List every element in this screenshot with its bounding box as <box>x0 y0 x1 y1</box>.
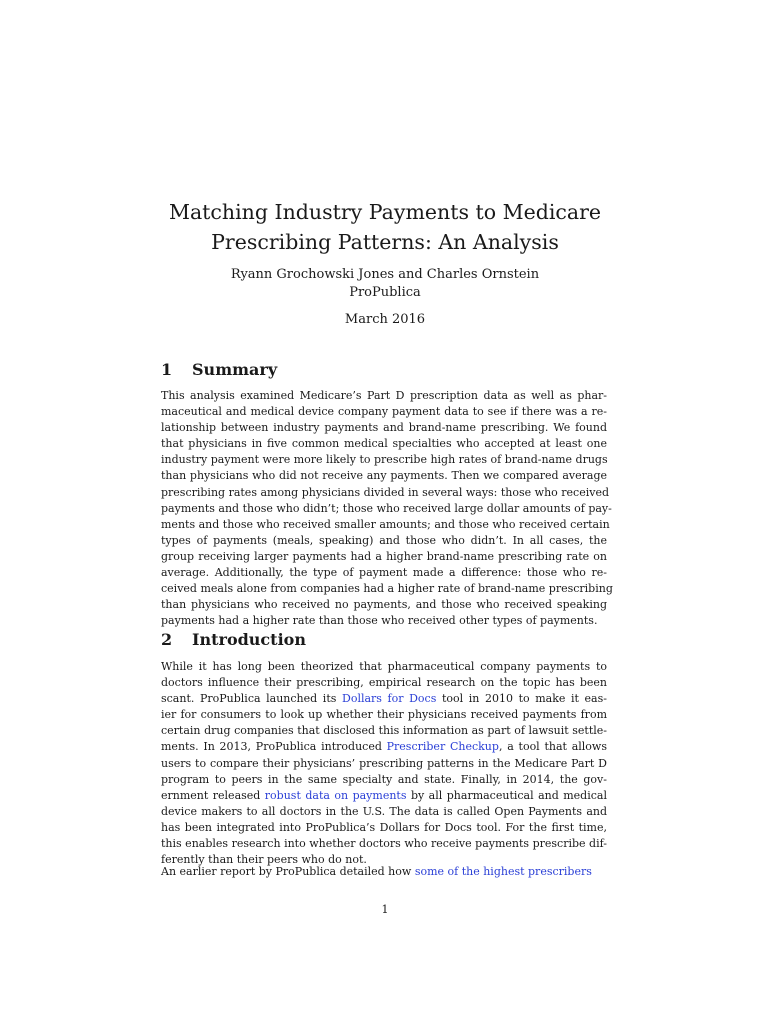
text-line: payments and those who didn’t; those who received large dollar amounts of pay- <box>161 501 612 515</box>
section-title: Summary <box>192 360 278 379</box>
text-line: industry payment were more likely to prescribe high rates of brand-name drugs <box>161 453 608 467</box>
section-number: 1 <box>161 360 173 379</box>
text-segment: , a tool that allows <box>498 740 607 754</box>
text-segment: An earlier report by ProPublica detailed how <box>161 865 415 878</box>
text-line: group receiving larger payments had a higher brand-name prescribing rate on <box>161 549 607 563</box>
text-line <box>161 691 607 707</box>
paper-title <box>0 197 770 257</box>
text-line <box>161 864 607 880</box>
text-line: lationship between industry payments and brand-name prescribing. We found <box>161 421 607 435</box>
robust-data-link[interactable]: robust data on payments <box>264 788 407 802</box>
author-names: Ryann Grochowski Jones and Charles Ornstein <box>230 267 540 282</box>
text-line: average. Additionally, the type of payment made a difference: those who re- <box>161 566 607 580</box>
text-line: certain drug companies that disclosed this information as part of lawsuit settle- <box>161 724 607 738</box>
text-line: that physicians in five common medical specialties who accepted at least one <box>161 437 607 451</box>
highest-prescribers-link[interactable]: some of the highest prescribers <box>414 865 592 878</box>
text-line: prescribing rates among physicians divided in several ways: those who received <box>161 485 610 499</box>
summary-paragraph <box>161 388 613 629</box>
text-line: device makers to all doctors in the U.S. The data is called Open Payments and <box>161 804 607 818</box>
text-segment: by all pharmaceutical and medical <box>406 788 607 802</box>
introduction-paragraph <box>161 659 607 868</box>
dollars-for-docs-link[interactable]: Dollars for Docs <box>342 692 437 706</box>
section-title: Introduction <box>192 630 306 649</box>
author-block <box>0 266 770 302</box>
section-heading-summary <box>161 360 277 380</box>
text-line: ferently than their peers who do not. <box>161 853 367 867</box>
text-segment: tool in 2010 to make it eas- <box>436 692 607 706</box>
text-line: maceutical and medical device company payment data to see if there was a re- <box>161 405 607 419</box>
publication-date: March 2016 <box>344 312 426 327</box>
text-line: ments and those who received smaller amounts; and those who received certain <box>161 517 610 531</box>
prescriber-checkup-link[interactable]: Prescriber Checkup <box>386 740 499 754</box>
text-line: program to peers in the same specialty and state. Finally, in 2014, the gov- <box>161 772 607 786</box>
text-line: than physicians who received no payments, and those who received speaking <box>161 598 607 612</box>
text-line: doctors influence their prescribing, empirical research on the topic has been <box>161 676 607 690</box>
text-segment: ernment released <box>161 788 265 802</box>
text-line <box>161 739 607 755</box>
text-line: This analysis examined Medicare’s Part D prescription data as well as phar- <box>161 389 607 402</box>
author-affiliation: ProPublica <box>349 285 421 300</box>
text-line: users to compare their physicians’ prescribing patterns in the Medicare Part D <box>161 756 607 770</box>
closing-paragraph <box>161 864 607 880</box>
title-line-2: Prescribing Patterns: An Analysis <box>211 230 559 254</box>
text-line <box>161 788 607 804</box>
text-line: than physicians who did not receive any payments. Then we compared average <box>161 469 607 483</box>
text-line: ceived meals alone from companies had a higher rate of brand-name prescribing <box>161 582 613 596</box>
text-line: ier for consumers to look up whether their physicians received payments from <box>161 708 607 722</box>
section-heading-introduction <box>161 630 306 650</box>
text-line: payments had a higher rate than those who received other types of payments. <box>161 614 598 628</box>
text-line: While it has long been theorized that pharmaceutical company payments to <box>161 660 607 673</box>
text-line: has been integrated into ProPublica’s Dollars for Docs tool. For the first time, <box>161 820 607 834</box>
text-line: this enables research into whether doctors who receive payments prescribe dif- <box>161 837 607 851</box>
page-number: 1 <box>381 903 389 916</box>
text-line: types of payments (meals, speaking) and those who didn’t. In all cases, the <box>161 533 607 547</box>
text-segment: scant. ProPublica launched its <box>161 692 342 706</box>
title-line-1: Matching Industry Payments to Medicare <box>168 200 602 224</box>
text-segment: ments. In 2013, ProPublica introduced <box>161 740 387 754</box>
section-number: 2 <box>161 630 173 649</box>
